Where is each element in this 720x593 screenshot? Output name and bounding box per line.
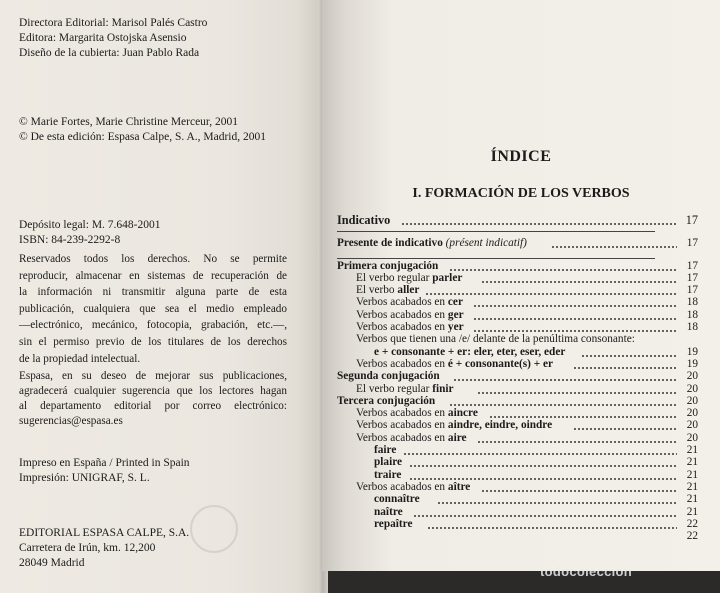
divider bbox=[337, 231, 655, 232]
leader-dots bbox=[453, 379, 677, 381]
toc-page-number: 20 bbox=[686, 370, 698, 383]
leader-dots bbox=[449, 404, 677, 406]
toc-entry-label: Verbos que tienen una /e/ delante de la penúltima consonante: bbox=[356, 333, 635, 346]
toc-page-number: 19 bbox=[686, 345, 698, 358]
rights-line: sin el permiso previo de los titulares de los derechos bbox=[19, 335, 287, 348]
leader-dots bbox=[573, 367, 677, 369]
toc-page-number: 20 bbox=[686, 382, 698, 395]
toc-entry bbox=[337, 321, 697, 333]
toc-entry bbox=[337, 456, 697, 468]
toc-page-number: 17 bbox=[685, 213, 698, 227]
toc-entry bbox=[337, 296, 697, 308]
toc-entry bbox=[337, 493, 697, 505]
contact-notice bbox=[19, 369, 287, 429]
legal-block bbox=[19, 218, 161, 248]
toc-page-number: 20 bbox=[686, 407, 698, 420]
toc-entry-keyword: aindre, eindre, oindre bbox=[447, 419, 553, 432]
toc-page-number: 17 bbox=[686, 271, 698, 284]
toc-entry bbox=[337, 260, 697, 272]
toc-entry bbox=[337, 237, 697, 249]
credit-line: Editora: Margarita Ostojska Asensio bbox=[19, 32, 187, 44]
toc-entry bbox=[337, 358, 697, 370]
leader-dots bbox=[473, 305, 677, 307]
publisher-city: 28049 Madrid bbox=[19, 557, 85, 569]
leader-dots bbox=[413, 515, 677, 517]
toc-page-number: 20 bbox=[686, 419, 698, 432]
toc-entry-label: Verbos acabados en bbox=[356, 431, 448, 444]
toc-entry bbox=[337, 530, 697, 542]
toc-entry bbox=[337, 432, 697, 444]
credits-block bbox=[19, 16, 207, 61]
toc-page-number: 21 bbox=[686, 444, 698, 457]
leader-dots bbox=[409, 465, 677, 467]
leader-dots bbox=[473, 318, 677, 320]
toc-entry-label: Segunda conjugación bbox=[337, 370, 440, 383]
toc-entry-label: Verbos acabados en bbox=[356, 308, 448, 321]
rights-line: publicación, cualquiera que sea el medio empleado bbox=[19, 302, 287, 315]
toc-entry-label: Verbos acabados en bbox=[356, 296, 448, 309]
leader-dots bbox=[477, 441, 677, 443]
contact-line: al departamento editorial por correo electrónico: bbox=[19, 400, 287, 412]
toc-entry-label: Verbos acabados en bbox=[356, 480, 448, 493]
leader-dots bbox=[449, 269, 677, 271]
toc-entry-label: Verbos acabados en bbox=[356, 357, 448, 370]
toc-entry bbox=[337, 518, 697, 530]
leader-dots bbox=[489, 416, 677, 418]
leader-dots bbox=[573, 428, 677, 430]
leader-dots bbox=[551, 246, 677, 248]
copyright-line: © De esta edición: Espasa Calpe, S. A., Madrid, 2001 bbox=[19, 131, 266, 143]
toc-page-number: 19 bbox=[686, 357, 698, 370]
contact-line: Espasa, en su deseo de mejorar sus publicaciones, bbox=[19, 370, 287, 382]
toc-page-number: 18 bbox=[686, 296, 698, 309]
toc-entry-label: El verbo regular bbox=[356, 271, 433, 284]
toc-entry bbox=[337, 407, 697, 419]
leader-dots bbox=[477, 392, 677, 394]
toc-entry bbox=[337, 481, 697, 493]
toc-entry-label: Verbos acabados en bbox=[356, 419, 448, 432]
toc-page-number: 21 bbox=[686, 480, 698, 493]
toc-entry-label: e + consonante + er: eler, eter, eser, eder bbox=[374, 345, 566, 358]
leader-dots bbox=[409, 478, 677, 480]
publisher-name: EDITORIAL ESPASA CALPE, S.A. bbox=[19, 527, 190, 539]
leader-dots bbox=[403, 453, 677, 455]
leader-dots bbox=[427, 527, 677, 529]
toc-entry-label: faire bbox=[374, 444, 397, 457]
toc-entry-label: Primera conjugación bbox=[337, 259, 439, 272]
toc-page-number: 21 bbox=[686, 493, 698, 506]
printing-block bbox=[19, 456, 190, 486]
index-title: ÍNDICE bbox=[490, 148, 552, 165]
toc-entry-label: repaître bbox=[374, 517, 413, 530]
publisher-address: Carretera de Irún, km. 12,200 bbox=[19, 542, 156, 554]
toc-page-number: 22 bbox=[686, 517, 698, 530]
toc-entry bbox=[337, 469, 697, 481]
toc-entry-keyword: é + consonante(s) + er bbox=[447, 357, 554, 370]
toc-entry bbox=[337, 272, 697, 284]
toc-page-number: 18 bbox=[686, 308, 698, 321]
leader-dots bbox=[481, 490, 677, 492]
toc-entry-keyword: finir bbox=[432, 382, 454, 395]
copyright-line: © Marie Fortes, Marie Christine Merceur, 2001 bbox=[19, 116, 239, 128]
rights-notice bbox=[19, 251, 287, 367]
toc-page-number: 21 bbox=[686, 456, 698, 469]
toc-page-number: 22 bbox=[686, 530, 698, 543]
section-heading: I. FORMACIÓN DE LOS VERBOS bbox=[412, 186, 630, 201]
toc-entry-italic: (présent indicatif) bbox=[445, 237, 527, 250]
toc-entry bbox=[337, 284, 697, 296]
printed-in: Impreso en España / Printed in Spain bbox=[19, 457, 190, 469]
isbn: ISBN: 84-239-2292-8 bbox=[19, 234, 121, 246]
toc-entry-label: connaître bbox=[374, 493, 420, 506]
printer: Impresión: UNIGRAF, S. L. bbox=[19, 472, 150, 484]
toc-entry bbox=[337, 214, 697, 226]
toc-entry-label: Presente de indicativo bbox=[337, 237, 446, 250]
legal-deposit: Depósito legal: M. 7.648-2001 bbox=[19, 219, 161, 231]
leader-dots bbox=[481, 281, 677, 283]
toc-entry-keyword: ger bbox=[447, 308, 464, 321]
toc-entry-keyword: aller bbox=[397, 284, 420, 297]
leader-dots bbox=[473, 330, 677, 332]
toc-entry bbox=[337, 444, 697, 456]
toc-entry-label: Indicativo bbox=[337, 213, 391, 227]
toc-entry-label: Verbos acabados en bbox=[356, 407, 448, 420]
toc-page-number: 17 bbox=[686, 284, 698, 297]
leader-dots bbox=[437, 502, 677, 504]
rights-line: de la propiedad intelectual. bbox=[19, 352, 141, 365]
toc-entry-label: naître bbox=[374, 505, 403, 518]
toc-entry bbox=[337, 309, 697, 321]
watermark-text: todocoleccion bbox=[540, 564, 633, 579]
leader-dots bbox=[581, 355, 677, 357]
rights-line: —electrónico, mecánico, fotocopia, grabación, etc.—, bbox=[19, 319, 287, 332]
toc-entry-label: traire bbox=[374, 468, 402, 481]
rights-line: la información ni transmitir alguna parte de esta bbox=[19, 286, 287, 299]
rights-line: reproducir, almacenar en sistemas de recuperación de bbox=[19, 269, 287, 282]
toc-entry-keyword: yer bbox=[447, 321, 464, 334]
toc-entry bbox=[337, 383, 697, 395]
toc-entry bbox=[337, 506, 697, 518]
toc-page-number: 17 bbox=[686, 237, 698, 250]
toc-entry bbox=[337, 346, 697, 358]
toc-page-number: 21 bbox=[686, 468, 698, 481]
toc-entry-label: Tercera conjugación bbox=[337, 394, 436, 407]
leader-dots bbox=[401, 223, 677, 225]
toc-page-number: 17 bbox=[686, 259, 698, 272]
toc-entry-label: Verbos acabados en bbox=[356, 321, 448, 334]
toc-page-number: 21 bbox=[686, 505, 698, 518]
toc-entry bbox=[337, 370, 697, 382]
show-through-logo-icon bbox=[190, 505, 238, 553]
toc-entry-label: plaire bbox=[374, 456, 403, 469]
toc-entry bbox=[337, 333, 697, 345]
table-of-contents bbox=[337, 210, 697, 542]
toc-entry bbox=[337, 395, 697, 407]
toc-page-number: 20 bbox=[686, 431, 698, 444]
toc-entry-label: El verbo bbox=[356, 284, 398, 297]
leader-dots bbox=[425, 293, 677, 295]
toc-page-number: 20 bbox=[686, 394, 698, 407]
toc-entry-label: El verbo regular bbox=[356, 382, 433, 395]
contact-email: sugerencias@espasa.es bbox=[19, 415, 123, 427]
credit-line: Directora Editorial: Marisol Palés Castro bbox=[19, 17, 208, 29]
toc-entry-keyword: aître bbox=[447, 480, 471, 493]
publisher-block bbox=[19, 526, 189, 571]
credit-line: Diseño de la cubierta: Juan Pablo Rada bbox=[19, 47, 200, 59]
contact-line: agradecerá cualquier sugerencia que los lectores hagan bbox=[19, 385, 287, 397]
copyright-block bbox=[19, 115, 266, 145]
toc-entry-keyword: aire bbox=[447, 431, 467, 444]
toc-page-number: 18 bbox=[686, 321, 698, 334]
toc-entry-keyword: cer bbox=[447, 296, 463, 309]
rights-line: Reservados todos los derechos. No se permite bbox=[19, 253, 287, 265]
toc-entry-keyword: aincre bbox=[447, 407, 478, 420]
toc-entry bbox=[337, 419, 697, 431]
toc-entry-keyword: parler bbox=[432, 271, 463, 284]
